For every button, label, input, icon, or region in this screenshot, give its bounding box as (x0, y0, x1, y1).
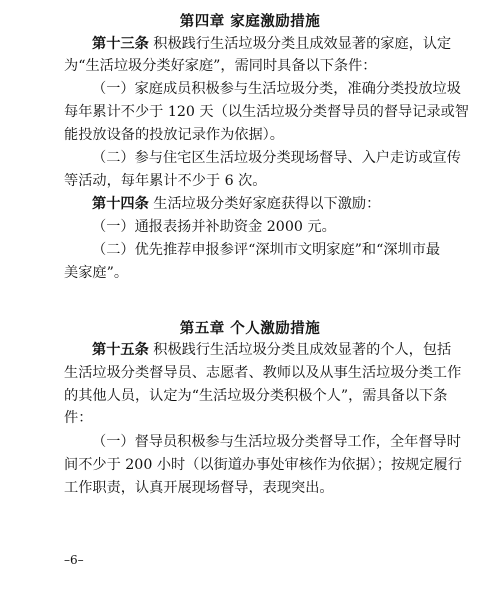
article-13-line-2: 为“生活垃圾分类好家庭”，需同时具备以下条件： (64, 58, 377, 74)
article-15-item-1-line-2: 间不少于 200 小时（以街道办事处审核作为依据）；按规定履行 (64, 457, 462, 473)
article-14-line-1 (92, 194, 380, 214)
chapter-4-title: 第四章 家庭激励措施 (179, 14, 321, 30)
article-13-text-1: 积极践行生活垃圾分类且成效显著的家庭，认定 (148, 36, 452, 52)
article-15-line-3: 的其他人员，认定为“生活垃圾分类积极个人”，需具备以下条 (64, 388, 448, 404)
article-13-item-1-line-2: 每年累计不少于 120 天（以生活垃圾分类督导员的督导记录或智 (64, 104, 469, 120)
page-number: –6– (64, 553, 84, 567)
article-14-item-2-line-2: 美家庭”。 (64, 265, 129, 281)
article-15-item-1-line-1: （一）督导员积极参与生活垃圾分类督导工作，全年督导时 (92, 434, 461, 450)
article-14-text-1: 生活垃圾分类好家庭获得以下激励： (148, 196, 381, 212)
article-13-line-1 (92, 34, 451, 54)
article-13-item-1-line-3: 能投放设备的投放记录作为依据）。 (64, 127, 284, 143)
article-14-item-1: （一）通报表扬并补助资金 2000 元。 (92, 219, 336, 235)
article-15-number: 第十五条 (92, 342, 149, 358)
chapter-5-title: 第五章 个人激励措施 (179, 321, 321, 337)
article-13-item-1-line-1: （一）家庭成员积极参与生活垃圾分类，准确分类投放垃圾 (92, 81, 461, 97)
article-13-item-2-line-1: （二）参与住宅区生活垃圾分类现场督导、入户走访或宣传 (92, 150, 461, 166)
article-15-item-1-line-3: 工作职责，认真开展现场督导，表现突出。 (64, 480, 334, 496)
article-15-text-1: 积极践行生活垃圾分类且成效显著的个人，包括 (148, 342, 452, 358)
article-15-line-4: 件： (64, 410, 93, 426)
article-13-item-2-line-2: 等活动，每年累计不少于 6 次。 (64, 173, 267, 189)
article-15-line-2: 生活垃圾分类督导员、志愿者、教师以及从事生活垃圾分类工作 (64, 365, 462, 381)
article-13-number: 第十三条 (92, 36, 149, 52)
article-14-item-2-line-1: （二）优先推荐申报参评“深圳市文明家庭”和“深圳市最 (92, 242, 441, 258)
article-14-number: 第十四条 (92, 196, 149, 212)
article-15-line-1 (92, 340, 451, 360)
